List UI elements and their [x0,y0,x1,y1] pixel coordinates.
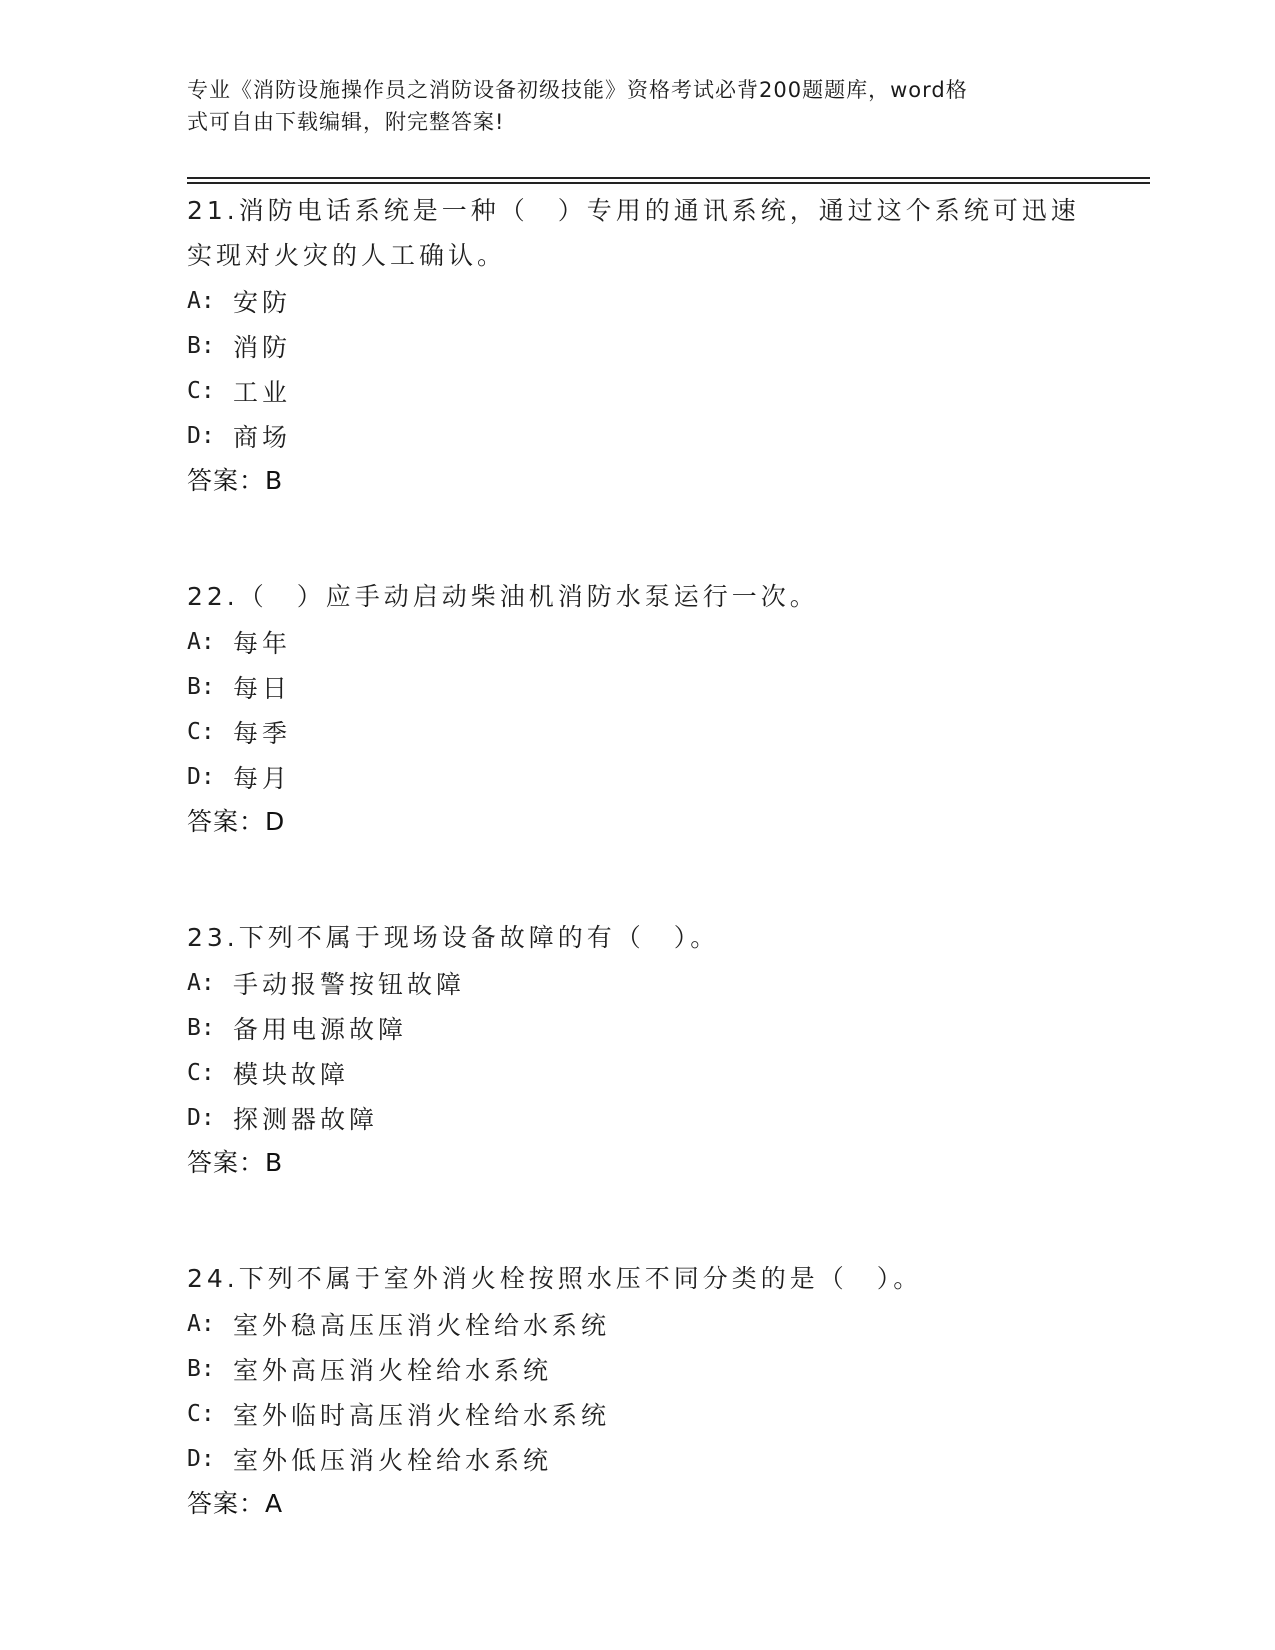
option-b [187,664,1087,709]
option-text: 每月 [233,763,292,793]
question-list [187,188,1087,1552]
option-key: C: [187,1400,215,1427]
option-text: 室外稳高压压消火栓给水系统 [233,1310,611,1340]
option-a [187,619,1087,664]
option-key: A: [187,1310,215,1337]
option-key: A: [187,628,215,655]
option-key: C: [187,1059,215,1086]
question-23 [187,915,1087,1230]
option-text: 每年 [233,628,292,658]
option-key: B: [187,1014,215,1041]
question-24 [187,1256,1087,1526]
answer-line: 答案：B [187,1148,284,1177]
option-a [187,278,1087,323]
option-text: 探测器故障 [233,1104,379,1134]
option-key: D: [187,422,215,449]
option-c [187,1050,1087,1095]
question-gap [187,844,1087,889]
question-gap [187,503,1087,548]
option-key: A: [187,969,215,996]
option-b [187,323,1087,368]
question-stem: 21.消防电话系统是一种（ ）专用的通讯系统，通过这个系统可迅速 [187,196,1080,225]
option-text: 手动报警按钮故障 [233,969,466,999]
option-key: C: [187,377,215,404]
question-stem: 23.下列不属于现场设备故障的有（ ）。 [187,923,720,952]
option-key: D: [187,1445,215,1472]
option-text: 工业 [233,377,292,407]
option-text: 安防 [233,287,292,317]
option-d [187,1095,1087,1140]
header-line-1: 专业《消防设施操作员之消防设备初级技能》资格考试必背200题题库，word格 [187,78,968,102]
option-text: 室外高压消火栓给水系统 [233,1355,553,1385]
question-stem: 22.（ ）应手动启动柴油机消防水泵运行一次。 [187,582,819,611]
question-22 [187,574,1087,889]
option-key: B: [187,332,215,359]
option-text: 室外低压消火栓给水系统 [233,1445,553,1475]
option-a [187,960,1087,1005]
option-c [187,709,1087,754]
question-21 [187,188,1087,548]
option-key: D: [187,763,215,790]
question-gap [187,1185,1087,1230]
option-text: 室外临时高压消火栓给水系统 [233,1400,611,1430]
option-key: C: [187,718,215,745]
option-text: 每季 [233,718,292,748]
option-b [187,1346,1087,1391]
option-key: B: [187,1355,215,1382]
option-c [187,368,1087,413]
option-d [187,754,1087,799]
option-d [187,1436,1087,1481]
question-stem: 24.下列不属于室外消火栓按照水压不同分类的是（ ）。 [187,1264,923,1293]
answer-line: 答案：D [187,807,286,836]
answer-line: 答案：A [187,1489,284,1518]
option-text: 每日 [233,673,292,703]
option-key: B: [187,673,215,700]
option-b [187,1005,1087,1050]
option-c [187,1391,1087,1436]
header-line-2: 式可自由下载编辑，附完整答案! [187,110,505,134]
header-divider-top [187,177,1150,179]
option-a [187,1301,1087,1346]
option-text: 商场 [233,422,292,452]
question-stem-continued: 实现对火灾的人工确认。 [187,241,507,270]
option-d [187,413,1087,458]
option-text: 备用电源故障 [233,1014,408,1044]
option-key: A: [187,287,215,314]
document-header [187,74,1067,138]
option-text: 模块故障 [233,1059,350,1089]
answer-line: 答案：B [187,466,284,495]
option-text: 消防 [233,332,292,362]
option-key: D: [187,1104,215,1131]
header-divider-bottom [187,182,1150,184]
